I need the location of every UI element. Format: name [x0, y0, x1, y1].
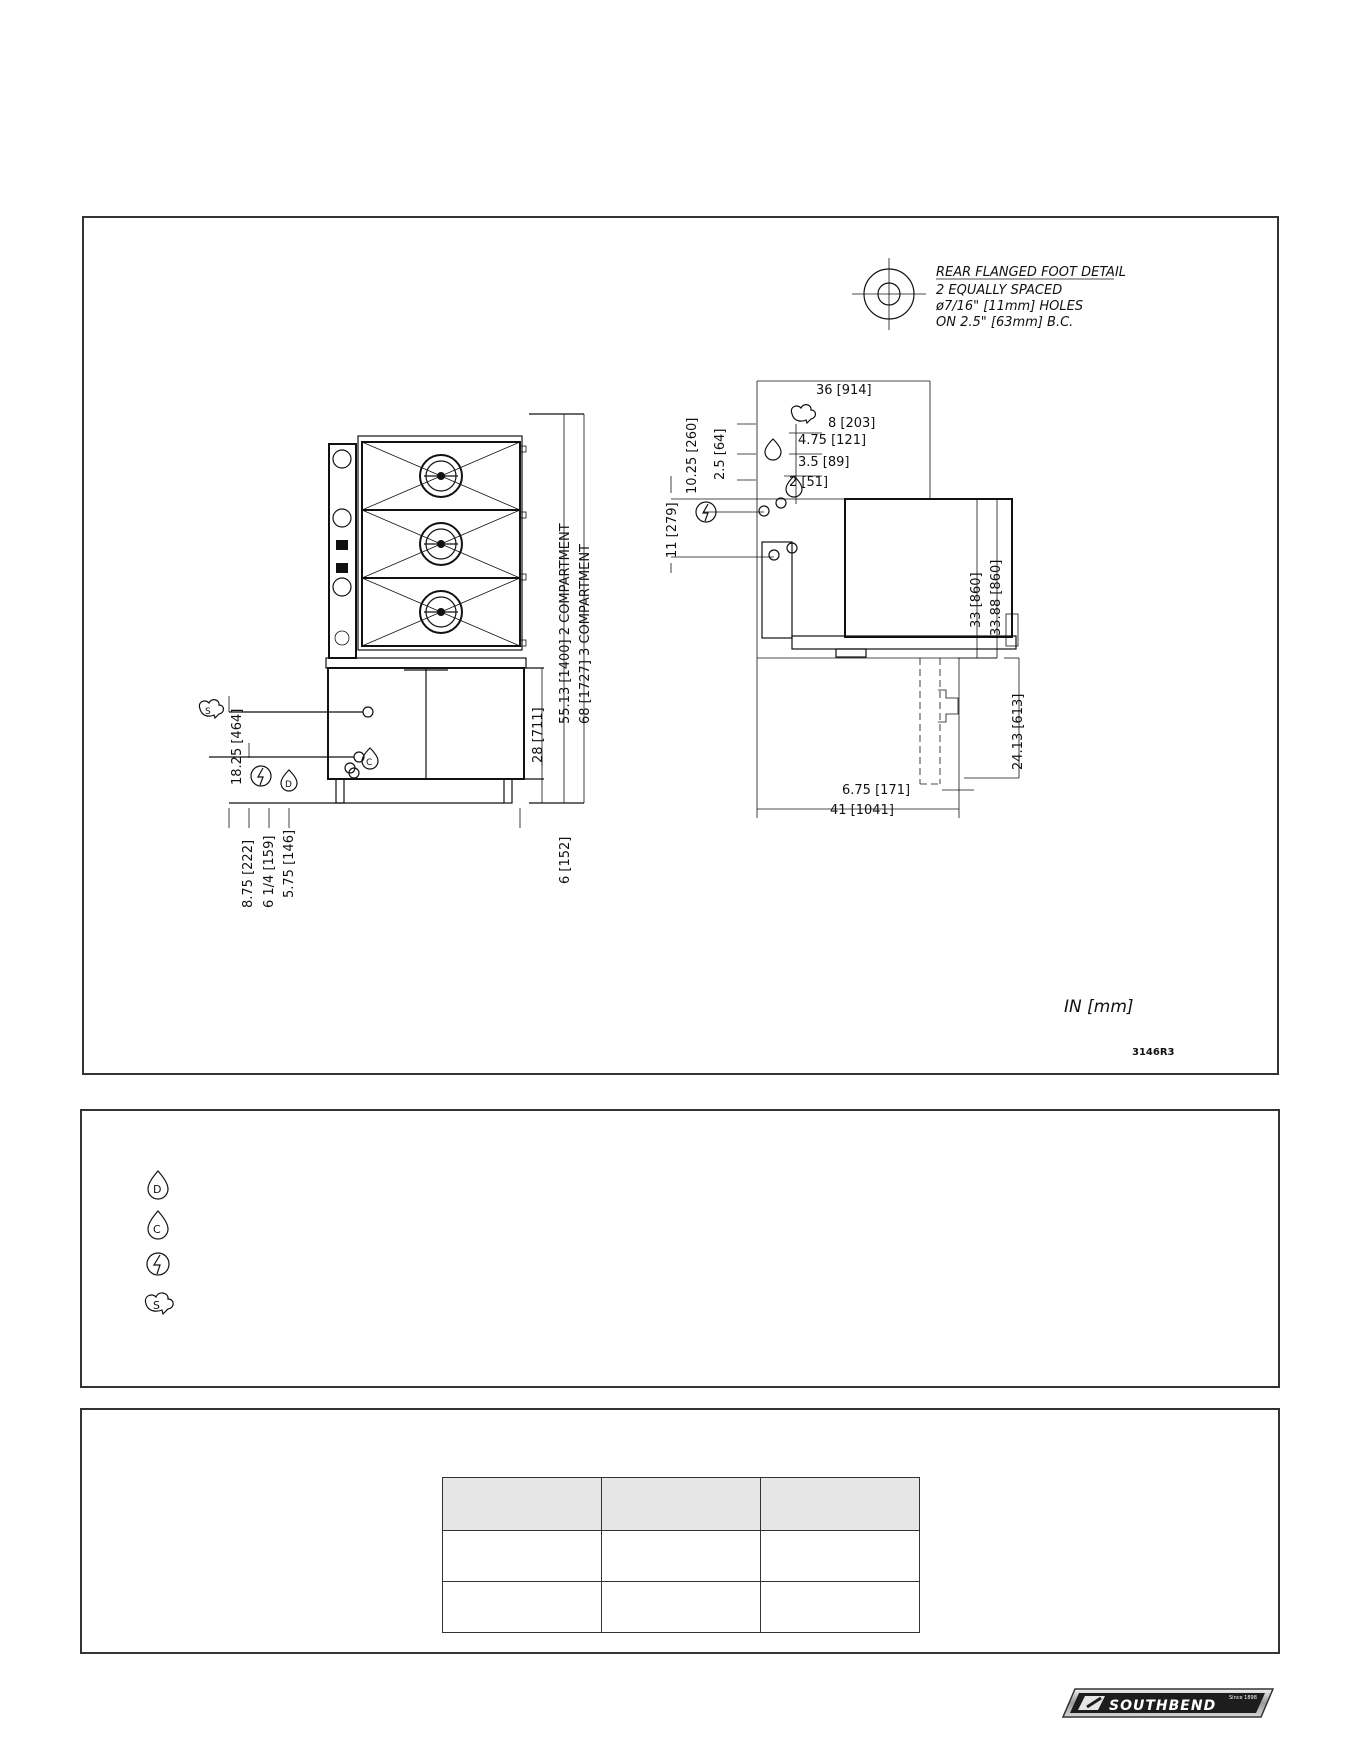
legend-item-drain [138, 1168, 178, 1200]
dim-drain-height: 8.75 [222] [241, 839, 256, 908]
table-cell [443, 1531, 602, 1582]
dim-overall-height: 33.88 [860] [989, 559, 1004, 636]
drawing-panel [82, 216, 1279, 1075]
dim-cold-height: 6 1/4 [159] [262, 835, 277, 908]
table-cell [761, 1531, 920, 1582]
foot-detail-line2: ø7/16" [11mm] HOLES [936, 299, 1084, 314]
units-label: IN [mm] [1064, 997, 1134, 1017]
dim-top: 10.25 [260] [685, 417, 700, 494]
dimension-drawing [84, 218, 1277, 1073]
dim-leg-height: 6 [152] [558, 836, 573, 884]
dim-left: 11 [279] [665, 502, 680, 558]
table-row [443, 1582, 920, 1633]
cold-marker-letter: C [366, 758, 373, 768]
dim-steam-offset: 8 [203] [828, 416, 876, 431]
legend-item-cold-water [138, 1208, 178, 1240]
svg-text:S: S [153, 1299, 160, 1312]
steam-marker-icon [199, 700, 223, 718]
table-cell [602, 1531, 761, 1582]
side-drain-icon [765, 439, 781, 460]
specification-panel [80, 1408, 1280, 1654]
front-dimensions [209, 414, 593, 908]
front-elevation [326, 436, 526, 803]
legend-item-electric [138, 1248, 178, 1280]
dim-mid: 2.5 [64] [713, 428, 728, 480]
table-header-cell [602, 1478, 761, 1531]
table-cell [761, 1582, 920, 1633]
utility-legend [80, 1109, 1280, 1388]
side-steam-icon [791, 405, 815, 423]
dim-cabinet-height: 28 [711] [531, 707, 546, 763]
dim-drain-offset: 4.75 [121] [798, 433, 867, 448]
dim-cold-offset: 3.5 [89] [798, 455, 850, 470]
dim-steam-height: 18.25 [464] [230, 708, 245, 785]
table-header-cell [443, 1478, 602, 1531]
table-cell [602, 1582, 761, 1633]
dim-leg-depth: 24.13 [613] [1011, 693, 1026, 770]
dim-three-compartment: 68 [1727] 3 COMPARTMENT [578, 544, 593, 724]
logo-wordmark: SOUTHBEND [1109, 1698, 1217, 1714]
dim-overall-depth: 41 [1041] [830, 803, 894, 818]
dim-elec-offset: 2 [51] [789, 475, 829, 490]
drain-marker-letter: D [285, 780, 292, 790]
foot-detail-line3: ON 2.5" [63mm] B.C. [936, 315, 1074, 330]
table-cell [443, 1582, 602, 1633]
foot-detail [852, 258, 1126, 330]
dim-elec-height: 5.75 [146] [282, 829, 297, 898]
foot-detail-line1: 2 EQUALLY SPACED [936, 283, 1063, 298]
svg-text:D: D [153, 1183, 162, 1196]
steam-marker-letter: S [205, 707, 211, 717]
spec-table [442, 1477, 920, 1633]
legend-item-steam [138, 1288, 178, 1320]
southbend-logo [1061, 1687, 1275, 1719]
dim-body-height: 33 [860] [969, 572, 984, 628]
dim-foot-offset: 6.75 [171] [842, 783, 911, 798]
svg-text:C: C [153, 1223, 161, 1236]
logo-since: Since 1898 [1229, 1695, 1257, 1701]
table-row [443, 1531, 920, 1582]
dim-side-width: 36 [914] [816, 383, 872, 398]
table-header-cell [761, 1478, 920, 1531]
dim-two-compartment: 55.13 [1400] 2 COMPARTMENT [558, 523, 573, 724]
side-elevation [665, 381, 1026, 818]
drawing-number: 3146R3 [1132, 1047, 1175, 1058]
table-header-row [443, 1478, 920, 1531]
foot-detail-title: REAR FLANGED FOOT DETAIL [936, 265, 1127, 280]
